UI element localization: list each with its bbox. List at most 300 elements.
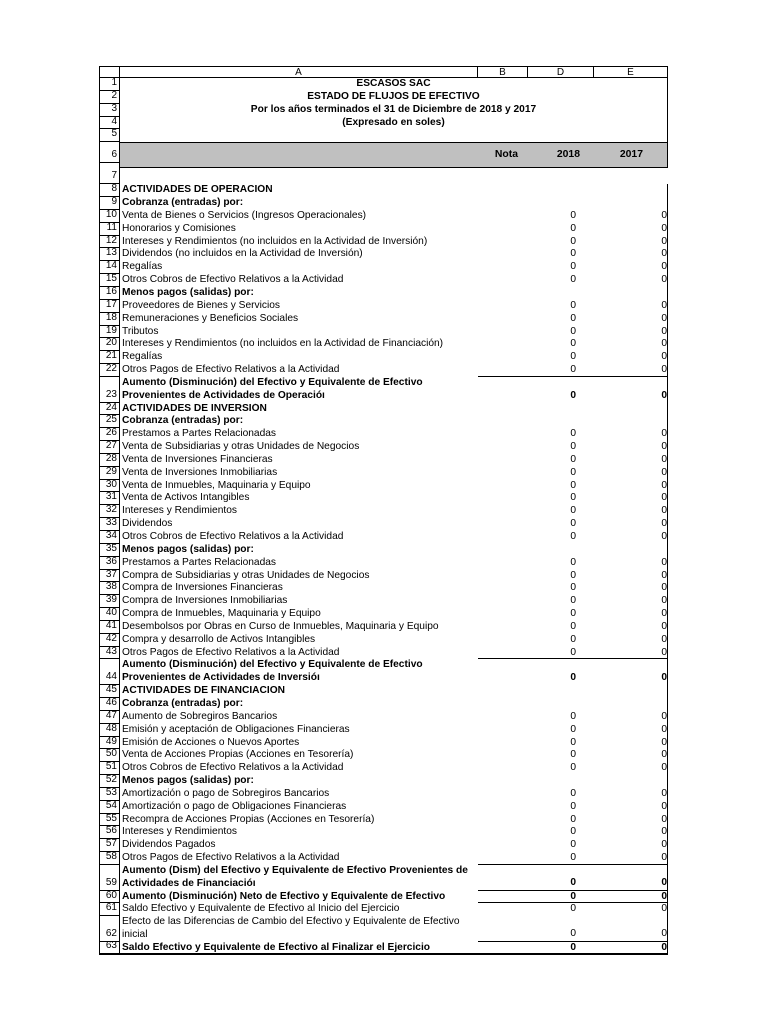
- nota-cell[interactable]: [478, 788, 528, 801]
- row-number[interactable]: 3: [99, 104, 120, 117]
- row-number[interactable]: 61: [99, 903, 120, 916]
- row-number[interactable]: 47: [99, 711, 120, 724]
- column-header-b[interactable]: B: [478, 66, 528, 78]
- nota-cell[interactable]: [478, 621, 528, 634]
- nota-cell[interactable]: [478, 570, 528, 583]
- line-item-label[interactable]: Venta de Acciones Propias (Acciones en Tesorería): [122, 749, 354, 761]
- column-header-d[interactable]: D: [528, 66, 594, 78]
- row-number[interactable]: 23: [99, 377, 120, 403]
- nota-cell[interactable]: [478, 762, 528, 775]
- line-item-label[interactable]: Compra de Inmuebles, Maquinaria y Equipo: [122, 608, 321, 620]
- line-item-label[interactable]: Recompra de Acciones Propias (Acciones en Tesorería): [122, 813, 375, 825]
- statement-row: [99, 210, 668, 223]
- value-2018[interactable]: 0: [570, 787, 576, 799]
- row-number[interactable]: 56: [99, 826, 120, 839]
- value-2018[interactable]: 0: [570, 762, 576, 774]
- value-2018[interactable]: 0: [570, 209, 576, 221]
- row-number[interactable]: 52: [99, 775, 120, 788]
- row-number[interactable]: 8: [99, 184, 120, 197]
- nota-cell[interactable]: [478, 338, 528, 351]
- line-item-label[interactable]: Venta de Bienes o Servicios (Ingresos Operacionales): [122, 209, 367, 221]
- value-2018[interactable]: 0: [570, 710, 576, 722]
- value-2017[interactable]: 0: [594, 916, 668, 942]
- column-title-row: [120, 142, 668, 168]
- row-number[interactable]: 11: [99, 223, 120, 236]
- nota-cell[interactable]: [478, 377, 528, 403]
- line-item-label[interactable]: Prestamos a Partes Relacionadas: [122, 556, 277, 568]
- value-2018[interactable]: [528, 403, 594, 416]
- value-2017[interactable]: 0: [661, 839, 667, 851]
- statement-row: [99, 377, 668, 403]
- row-number[interactable]: 49: [99, 737, 120, 750]
- nota-cell[interactable]: [478, 351, 528, 364]
- value-2017[interactable]: 0: [661, 723, 667, 735]
- value-2017[interactable]: 0: [661, 518, 667, 530]
- value-2017[interactable]: 0: [661, 261, 667, 273]
- value-2018[interactable]: 0: [570, 235, 576, 247]
- line-item-label[interactable]: Otros Cobros de Efectivo Relativos a la Actividad: [122, 531, 344, 542]
- row-number[interactable]: 12: [99, 236, 120, 249]
- column-header-e[interactable]: E: [594, 66, 668, 78]
- nota-cell[interactable]: [478, 300, 528, 313]
- line-item-label[interactable]: Menos pagos (salidas) por:: [122, 286, 254, 298]
- value-2017[interactable]: 0: [661, 595, 667, 607]
- row-number[interactable]: 58: [99, 852, 120, 865]
- value-2018[interactable]: 0: [570, 826, 576, 838]
- statement-row: [99, 505, 668, 518]
- nota-cell[interactable]: [478, 210, 528, 223]
- row-number[interactable]: 60: [99, 891, 120, 904]
- line-item-label[interactable]: Emisión y aceptación de Obligaciones Financieras: [122, 723, 350, 735]
- value-2017[interactable]: 0: [661, 479, 667, 491]
- line-item-label[interactable]: Intereses y Rendimientos: [122, 505, 237, 517]
- value-2017[interactable]: 0: [661, 248, 667, 260]
- nota-cell[interactable]: [478, 197, 528, 210]
- line-item-label[interactable]: Venta de Activos Intangibles: [122, 492, 250, 504]
- row-number[interactable]: 59: [99, 865, 120, 891]
- value-2018[interactable]: 0: [570, 453, 576, 465]
- line-item-label[interactable]: Intereses y Rendimientos (no incluidos en la Actividad de Financiación): [122, 338, 444, 350]
- value-2018[interactable]: [528, 698, 594, 711]
- value-2017[interactable]: 0: [661, 826, 667, 838]
- value-2018[interactable]: 0: [570, 312, 576, 324]
- line-item-label[interactable]: Amortización o pago de Sobregiros Bancarios: [122, 787, 330, 799]
- value-2017[interactable]: [594, 415, 668, 428]
- row-number[interactable]: 57: [99, 839, 120, 852]
- column-header-a[interactable]: A: [120, 66, 478, 78]
- statement-row: [99, 364, 668, 377]
- nota-cell[interactable]: [478, 647, 528, 660]
- line-item-label[interactable]: Otros Cobros de Efectivo Relativos a la Actividad: [122, 274, 344, 286]
- value-2018[interactable]: 0: [570, 749, 576, 761]
- nota-cell[interactable]: [478, 608, 528, 621]
- nota-cell[interactable]: [478, 531, 528, 544]
- nota-cell[interactable]: [478, 595, 528, 608]
- line-item-label[interactable]: Otros Pagos de Efectivo Relativos a la Actividad: [122, 364, 340, 376]
- value-2018[interactable]: 0: [570, 518, 576, 530]
- row-number[interactable]: 63: [99, 942, 120, 954]
- value-2017[interactable]: 0: [661, 351, 667, 363]
- nota-cell[interactable]: [478, 223, 528, 236]
- row-number[interactable]: 13: [99, 248, 120, 261]
- value-2018[interactable]: 0: [528, 647, 594, 660]
- value-2018[interactable]: 0: [570, 595, 576, 607]
- value-2018[interactable]: 0: [570, 620, 576, 632]
- value-2017[interactable]: 0: [661, 312, 667, 324]
- value-2017[interactable]: 0: [594, 942, 668, 954]
- value-2017[interactable]: 0: [661, 389, 667, 401]
- nota-cell[interactable]: [478, 261, 528, 274]
- value-2017[interactable]: 0: [661, 787, 667, 799]
- nota-cell[interactable]: [478, 775, 528, 788]
- line-item-label[interactable]: Desembolsos por Obras en Curso de Inmuebles, Maquinaria y Equipo: [122, 620, 439, 632]
- value-2018[interactable]: 0: [570, 839, 576, 851]
- value-2017[interactable]: 0: [661, 582, 667, 594]
- nota-cell[interactable]: [478, 903, 528, 916]
- line-item-label[interactable]: Tributos: [122, 325, 159, 337]
- row-number[interactable]: 6: [99, 142, 120, 163]
- nota-cell[interactable]: [478, 865, 528, 891]
- nota-cell[interactable]: [478, 737, 528, 750]
- value-2018[interactable]: 0: [528, 865, 594, 891]
- value-2017[interactable]: 0: [661, 453, 667, 465]
- line-item-label[interactable]: Cobranza (entradas) por:: [122, 697, 244, 709]
- row-number[interactable]: 42: [99, 634, 120, 647]
- row-number[interactable]: 55: [99, 814, 120, 827]
- value-2017[interactable]: [594, 775, 668, 788]
- row-number[interactable]: 41: [99, 621, 120, 634]
- row-number[interactable]: 2: [99, 91, 120, 104]
- line-item-label[interactable]: Venta de Subsidiarias y otras Unidades de Negocios: [122, 441, 360, 453]
- line-item-label[interactable]: Cobranza (entradas) por:: [122, 415, 244, 427]
- line-item-label[interactable]: Compra de Inversiones Financieras: [122, 582, 283, 594]
- line-item-label[interactable]: Aumento (Dism) del Efectivo y Equivalente de Efectivo Provenientes de Actividades de Financiacióı: [122, 864, 468, 889]
- value-2017[interactable]: [594, 403, 668, 416]
- value-2018[interactable]: 0: [570, 672, 576, 684]
- value-2017[interactable]: 0: [594, 865, 668, 891]
- value-2018[interactable]: 0: [570, 569, 576, 581]
- value-2017[interactable]: 0: [594, 852, 668, 865]
- nota-cell[interactable]: [478, 518, 528, 531]
- value-2017[interactable]: [594, 197, 668, 210]
- line-item-label[interactable]: Aumento (Disminución) del Efectivo y Equivalente de Efectivo Provenientes de Actividades de Operacióı: [122, 376, 423, 401]
- nota-cell[interactable]: [478, 634, 528, 647]
- line-item-label[interactable]: Venta de Inversiones Inmobiliarias: [122, 466, 278, 478]
- row-number[interactable]: 15: [99, 274, 120, 287]
- value-2018[interactable]: 0: [528, 852, 594, 865]
- value-2018[interactable]: 0: [570, 389, 576, 401]
- value-2018[interactable]: 0: [570, 325, 576, 337]
- value-2017[interactable]: 0: [661, 710, 667, 722]
- value-2018[interactable]: 0: [570, 723, 576, 735]
- value-2018[interactable]: 0: [570, 351, 576, 363]
- nota-cell[interactable]: [478, 364, 528, 377]
- line-item-label[interactable]: ACTIVIDADES DE OPERACIÓN: [122, 184, 273, 196]
- line-item-label[interactable]: Aumento (Disminución) Neto de Efectivo y Equivalente de Efectivo: [122, 890, 446, 902]
- value-2017[interactable]: [594, 544, 668, 557]
- value-2017[interactable]: 0: [661, 620, 667, 632]
- value-2018[interactable]: [528, 287, 594, 300]
- value-2018[interactable]: 0: [570, 813, 576, 825]
- nota-cell[interactable]: [478, 749, 528, 762]
- line-item-label[interactable]: Otros Pagos de Efectivo Relativos a la Actividad: [122, 646, 340, 658]
- value-2017[interactable]: 0: [661, 209, 667, 221]
- value-2018[interactable]: 0: [570, 531, 576, 542]
- value-2017[interactable]: 0: [661, 441, 667, 453]
- value-2017[interactable]: 0: [661, 556, 667, 568]
- row-number[interactable]: 21: [99, 351, 120, 364]
- line-item-label[interactable]: Compra de Subsidiarias y otras Unidades de Negocios: [122, 569, 370, 581]
- nota-cell[interactable]: [478, 916, 528, 942]
- nota-cell[interactable]: [478, 184, 528, 197]
- value-2018[interactable]: 0: [528, 891, 594, 904]
- value-2017[interactable]: 0: [661, 813, 667, 825]
- value-2018[interactable]: [528, 775, 594, 788]
- blank-cell[interactable]: [120, 129, 668, 142]
- value-2018[interactable]: [528, 184, 594, 197]
- line-item-label[interactable]: Regalías: [122, 261, 163, 273]
- value-2017[interactable]: 0: [594, 364, 668, 377]
- nota-cell[interactable]: [478, 480, 528, 493]
- value-2018[interactable]: [528, 685, 594, 698]
- value-2018[interactable]: [528, 544, 594, 557]
- line-item-label[interactable]: Regalías: [122, 351, 163, 363]
- row-number[interactable]: 48: [99, 724, 120, 737]
- value-2018[interactable]: 0: [570, 556, 576, 568]
- nota-cell[interactable]: [478, 287, 528, 300]
- row-number[interactable]: 31: [99, 492, 120, 505]
- value-2017[interactable]: 0: [661, 466, 667, 478]
- value-2017[interactable]: 0: [661, 903, 667, 915]
- line-item-label[interactable]: Otros Cobros de Efectivo Relativos a la Actividad: [122, 762, 344, 774]
- value-2017[interactable]: 0: [661, 531, 667, 542]
- value-2017[interactable]: 0: [661, 749, 667, 761]
- row-number[interactable]: 10: [99, 210, 120, 223]
- nota-cell[interactable]: [478, 659, 528, 685]
- value-2017[interactable]: 0: [661, 569, 667, 581]
- value-2018[interactable]: 0: [570, 505, 576, 517]
- row-number[interactable]: 37: [99, 570, 120, 583]
- value-2018[interactable]: 0: [570, 428, 576, 440]
- value-2018[interactable]: 0: [570, 222, 576, 234]
- nota-cell[interactable]: [478, 403, 528, 416]
- row-number[interactable]: 16: [99, 287, 120, 300]
- value-2018[interactable]: 0: [570, 466, 576, 478]
- line-item-label[interactable]: Dividendos: [122, 518, 173, 530]
- value-2017[interactable]: 0: [661, 428, 667, 440]
- nota-cell[interactable]: [478, 248, 528, 261]
- value-2017[interactable]: 0: [594, 891, 668, 904]
- line-item-label[interactable]: Menos pagos (salidas) por:: [122, 775, 254, 787]
- nota-cell[interactable]: [478, 313, 528, 326]
- value-2018[interactable]: 0: [570, 248, 576, 260]
- line-item-label[interactable]: Saldo Efectivo y Equivalente de Efectivo al Finalizar el Ejercicio: [120, 942, 478, 954]
- statement-row: [99, 942, 668, 955]
- row-number[interactable]: 5: [99, 129, 120, 142]
- nota-cell[interactable]: [478, 942, 528, 954]
- row-number[interactable]: 50: [99, 749, 120, 762]
- value-2017[interactable]: [594, 184, 668, 197]
- line-item-label[interactable]: Cobranza (entradas) por:: [122, 197, 244, 209]
- value-2018[interactable]: 0: [570, 608, 576, 620]
- line-item-label[interactable]: Intereses y Rendimientos (no incluidos en la Actividad de Inversión): [122, 235, 428, 247]
- value-2018[interactable]: 0: [570, 633, 576, 645]
- nota-cell[interactable]: [478, 891, 528, 904]
- value-2017[interactable]: [594, 685, 668, 698]
- row-number[interactable]: 33: [99, 518, 120, 531]
- line-item-label[interactable]: Proveedores de Bienes y Servicios: [122, 299, 280, 311]
- nota-cell[interactable]: [478, 685, 528, 698]
- value-2017[interactable]: [594, 698, 668, 711]
- value-2017[interactable]: 0: [661, 800, 667, 812]
- line-item-label[interactable]: Compra y desarrollo de Activos Intangibles: [122, 633, 316, 645]
- line-item-label[interactable]: ACTIVIDADES DE FINANCIACION: [122, 685, 286, 697]
- row-number[interactable]: 46: [99, 698, 120, 711]
- nota-cell[interactable]: [478, 557, 528, 570]
- row-number[interactable]: 25: [99, 415, 120, 428]
- blank-cell[interactable]: [120, 143, 478, 167]
- value-2017[interactable]: 0: [661, 492, 667, 504]
- nota-cell[interactable]: [478, 711, 528, 724]
- line-item-label[interactable]: Dividendos (no incluidos en la Actividad de Inversión): [122, 248, 363, 260]
- nota-cell[interactable]: [478, 274, 528, 287]
- value-2018[interactable]: 0: [528, 364, 594, 377]
- value-2017[interactable]: 0: [594, 647, 668, 660]
- row-number[interactable]: 14: [99, 261, 120, 274]
- value-2018[interactable]: 0: [528, 942, 594, 954]
- row-number[interactable]: 27: [99, 441, 120, 454]
- value-2017[interactable]: 0: [661, 633, 667, 645]
- line-item-label[interactable]: Remuneraciones y Beneficios Sociales: [122, 312, 299, 324]
- nota-cell[interactable]: [478, 236, 528, 249]
- nota-cell[interactable]: [478, 428, 528, 441]
- value-2017[interactable]: 0: [661, 235, 667, 247]
- row-number[interactable]: 38: [99, 582, 120, 595]
- row-number[interactable]: 4: [99, 117, 120, 130]
- row-number[interactable]: 18: [99, 313, 120, 326]
- row-number[interactable]: 19: [99, 326, 120, 339]
- row-number[interactable]: 28: [99, 454, 120, 467]
- value-2018[interactable]: 0: [570, 800, 576, 812]
- value-2017[interactable]: 0: [661, 338, 667, 350]
- line-item-label[interactable]: Menos pagos (salidas) por:: [122, 543, 254, 555]
- nota-cell[interactable]: [478, 852, 528, 865]
- line-item-label[interactable]: Aumento (Disminución) del Efectivo y Equivalente de Efectivo Provenientes de Actividades de Inversióı: [122, 659, 423, 684]
- row-number[interactable]: 53: [99, 788, 120, 801]
- line-item-label[interactable]: Intereses y Rendimientos: [122, 826, 237, 838]
- value-2018[interactable]: 0: [570, 736, 576, 748]
- row-number[interactable]: 44: [99, 659, 120, 685]
- line-item-label[interactable]: Aumento de Sobregiros Bancarios: [122, 710, 278, 722]
- nota-cell[interactable]: [478, 326, 528, 339]
- nota-cell[interactable]: [478, 505, 528, 518]
- row-number[interactable]: 7: [99, 163, 120, 184]
- value-2017[interactable]: 0: [661, 672, 667, 684]
- nota-cell[interactable]: [478, 839, 528, 852]
- row-number[interactable]: 45: [99, 685, 120, 698]
- value-2018[interactable]: [528, 197, 594, 210]
- line-item-label[interactable]: Venta de Inmuebles, Maquinaria y Equipo: [122, 479, 311, 491]
- nota-cell[interactable]: [478, 826, 528, 839]
- row-number[interactable]: 39: [99, 595, 120, 608]
- value-2018[interactable]: [528, 415, 594, 428]
- row-number[interactable]: 40: [99, 608, 120, 621]
- row-number[interactable]: 62: [99, 916, 120, 942]
- line-item-label[interactable]: Efecto de las Diferencias de Cambio del Efectivo y Equivalente de Efectivo inicial: [122, 916, 460, 941]
- row-number[interactable]: 1: [99, 78, 120, 91]
- value-2017[interactable]: 0: [661, 274, 667, 286]
- row-number[interactable]: 20: [99, 338, 120, 351]
- nota-cell[interactable]: [478, 724, 528, 737]
- row-number[interactable]: 43: [99, 647, 120, 660]
- line-item-label[interactable]: Amortización o pago de Obligaciones Financieras: [122, 800, 347, 812]
- value-2018[interactable]: 0: [570, 261, 576, 273]
- row-number[interactable]: 34: [99, 531, 120, 544]
- value-2017[interactable]: [594, 287, 668, 300]
- value-2018[interactable]: 0: [570, 479, 576, 491]
- row-number[interactable]: 36: [99, 557, 120, 570]
- row-number[interactable]: 17: [99, 300, 120, 313]
- line-item-label[interactable]: Honorarios y Comisiones: [122, 222, 236, 234]
- row-number[interactable]: 22: [99, 364, 120, 377]
- nota-cell[interactable]: [478, 492, 528, 505]
- line-item-label[interactable]: Otros Pagos de Efectivo Relativos a la Actividad: [122, 852, 340, 864]
- line-item-label[interactable]: Dividendos Pagados: [122, 839, 216, 851]
- nota-header: Nota: [494, 148, 518, 160]
- value-2017[interactable]: 0: [661, 505, 667, 517]
- nota-cell[interactable]: [478, 454, 528, 467]
- nota-cell[interactable]: [478, 467, 528, 480]
- value-2018[interactable]: 0: [570, 338, 576, 350]
- value-2017[interactable]: 0: [661, 325, 667, 337]
- line-item-label[interactable]: Prestamos a Partes Relacionadas: [122, 428, 277, 440]
- value-2017[interactable]: 0: [661, 299, 667, 311]
- row-number[interactable]: 26: [99, 428, 120, 441]
- row-number[interactable]: 35: [99, 544, 120, 557]
- row-number[interactable]: 29: [99, 467, 120, 480]
- value-2017[interactable]: 0: [661, 222, 667, 234]
- value-2018[interactable]: 0: [570, 441, 576, 453]
- row-number[interactable]: 24: [99, 403, 120, 416]
- line-item-label[interactable]: Saldo Efectivo y Equivalente de Efectivo al Inicio del Ejercicio: [122, 903, 400, 915]
- nota-cell[interactable]: [478, 544, 528, 557]
- nota-cell[interactable]: [478, 441, 528, 454]
- value-2018[interactable]: 0: [570, 903, 576, 915]
- nota-cell[interactable]: [478, 582, 528, 595]
- row-number[interactable]: 32: [99, 505, 120, 518]
- nota-cell[interactable]: [478, 814, 528, 827]
- value-2018[interactable]: 0: [570, 582, 576, 594]
- line-item-label[interactable]: ACTIVIDADES DE INVERSIÓN: [122, 402, 267, 414]
- row-number[interactable]: 51: [99, 762, 120, 775]
- value-2018[interactable]: 0: [570, 299, 576, 311]
- value-2017[interactable]: 0: [661, 762, 667, 774]
- nota-cell[interactable]: [478, 698, 528, 711]
- row-number[interactable]: 30: [99, 480, 120, 493]
- row-number[interactable]: 9: [99, 197, 120, 210]
- line-item-label[interactable]: Venta de Inversiones Financieras: [122, 453, 273, 465]
- value-2018[interactable]: 0: [570, 492, 576, 504]
- value-2017[interactable]: 0: [661, 736, 667, 748]
- value-2018[interactable]: 0: [570, 274, 576, 286]
- line-item-label[interactable]: Emisión de Acciones o Nuevos Aportes: [122, 736, 300, 748]
- row-number[interactable]: 54: [99, 801, 120, 814]
- line-item-label[interactable]: Compra de Inversiones Inmobiliarias: [122, 595, 288, 607]
- value-2018[interactable]: 0: [528, 916, 594, 942]
- nota-cell[interactable]: [478, 801, 528, 814]
- nota-cell[interactable]: [478, 415, 528, 428]
- value-2017[interactable]: 0: [661, 608, 667, 620]
